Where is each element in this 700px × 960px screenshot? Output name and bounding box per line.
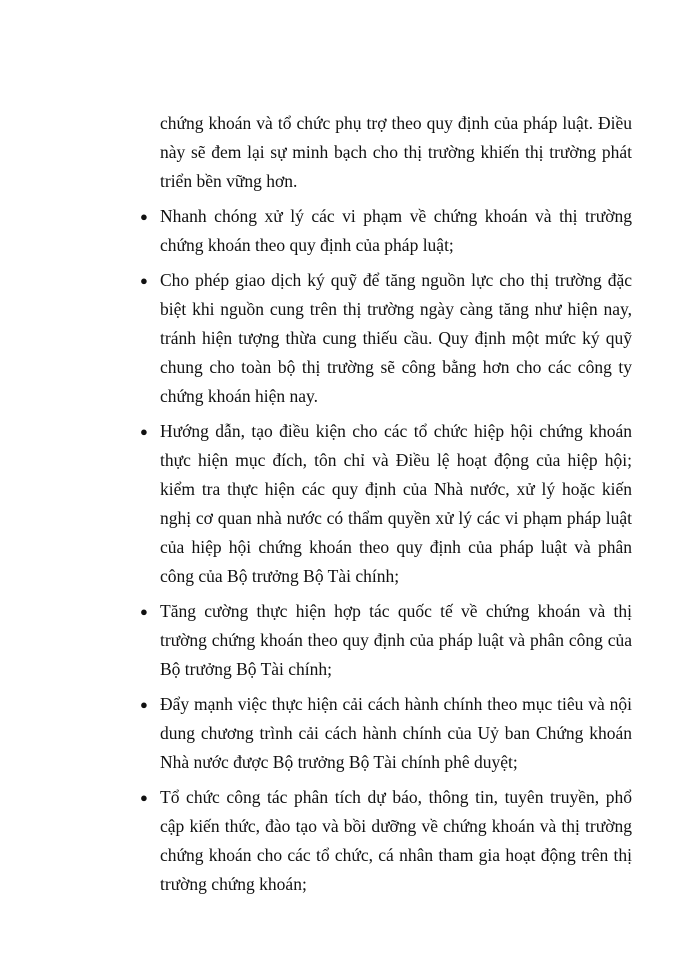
bullet-dot-icon: ● bbox=[140, 209, 148, 224]
list-item bbox=[136, 266, 632, 411]
list-item bbox=[136, 417, 632, 591]
list-item-text: Nhanh chóng xử lý các vi phạm về chứng khoán và thị trường chứng khoán theo quy định của pháp luật; bbox=[160, 206, 632, 255]
bullet-dot-icon: ● bbox=[140, 604, 148, 619]
bullet-dot-icon: ● bbox=[140, 424, 148, 439]
list-item bbox=[136, 783, 632, 899]
list-item bbox=[136, 202, 632, 260]
list-item-text: Cho phép giao dịch ký quỹ để tăng nguồn lực cho thị trường đặc biệt khi nguồn cung trên thị trường ngày càng tăng như hiện nay, tránh hiện tượng thừa cung thiếu cầu. Quy định một mức ký quỹ chung cho toàn bộ thị trường sẽ công bằng hơn cho các công ty chứng khoán hiện nay. bbox=[160, 270, 632, 406]
list-item bbox=[136, 597, 632, 684]
bullet-dot-icon: ● bbox=[140, 273, 148, 288]
list-item-text: Đẩy mạnh việc thực hiện cải cách hành chính theo mục tiêu và nội dung chương trình cải cách hành chính của Uỷ ban Chứng khoán Nhà nước được Bộ trưởng Bộ Tài chính phê duyệt; bbox=[160, 694, 632, 772]
list-item-text: Tổ chức công tác phân tích dự báo, thông tin, tuyên truyền, phổ cập kiến thức, đào tạo và bồi dưỡng về chứng khoán và thị trường chứng khoán cho các tổ chức, cá nhân tham gia hoạt động trên thị trường chứng khoán; bbox=[160, 787, 632, 894]
continuation-paragraph: chứng khoán và tổ chức phụ trợ theo quy định của pháp luật. Điều này sẽ đem lại sự minh bạch cho thị trường khiến thị trường phát triển bền vững hơn. bbox=[160, 113, 632, 191]
list-item-text: Hướng dẫn, tạo điều kiện cho các tổ chức hiệp hội chứng khoán thực hiện mục đích, tôn chỉ và Điều lệ hoạt động của hiệp hội; kiểm tra thực hiện các quy định của Nhà nước, xử lý hoặc kiến nghị cơ quan nhà nước có thẩm quyền xử lý các vi phạm pháp luật của hiệp hội chứng khoán theo quy định của pháp luật và phân công của Bộ trưởng Bộ Tài chính; bbox=[160, 421, 632, 586]
bullet-list bbox=[136, 202, 632, 899]
bullet-dot-icon: ● bbox=[140, 697, 148, 712]
bullet-dot-icon: ● bbox=[140, 790, 148, 805]
document-body bbox=[136, 109, 632, 905]
list-item bbox=[136, 690, 632, 777]
list-item-text: Tăng cường thực hiện hợp tác quốc tế về chứng khoán và thị trường chứng khoán theo quy định của pháp luật và phân công của Bộ trưởng Bộ Tài chính; bbox=[160, 601, 632, 679]
